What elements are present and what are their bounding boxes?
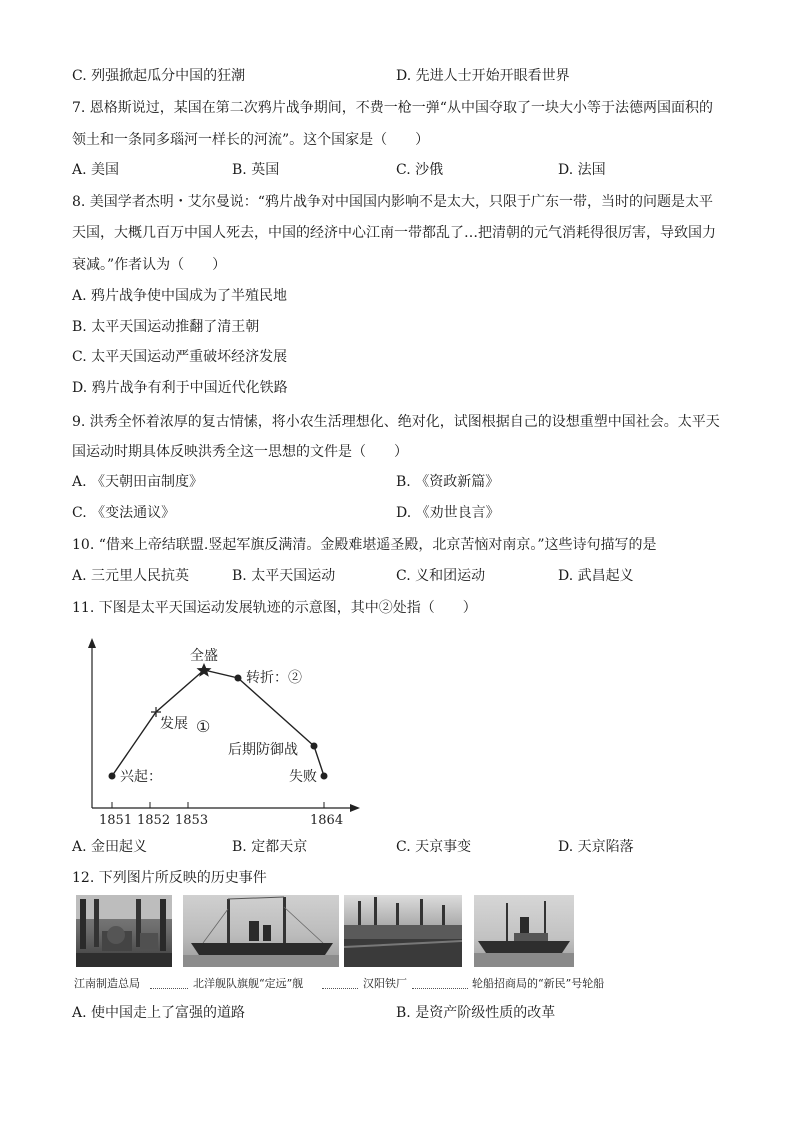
year-1851: 1851 xyxy=(99,813,133,828)
year-1864: 1864 xyxy=(310,813,344,828)
q10-option-b: B. 太平天国运动 xyxy=(232,568,336,584)
caption-dingyuan: 北洋舰队旗舰“定远”舰 xyxy=(193,977,304,990)
q12-option-b: B. 是资产阶级性质的改革 xyxy=(396,1005,556,1021)
rise-point xyxy=(109,773,116,780)
q7-option-a: A. 美国 xyxy=(72,162,120,178)
photo-xinmin-steamship xyxy=(474,895,574,967)
q8-option-b: B. 太平天国运动推翻了清王朝 xyxy=(72,319,260,335)
q10-option-d: D. 武昌起义 xyxy=(558,568,634,584)
q11-option-a: A. 金田起义 xyxy=(72,839,148,855)
q9-stem-line1: 9. 洪秀全怀着浓厚的复古情愫，将小农生活理想化、绝对化，试图根据自己的设想重塑中国社会。太平天 xyxy=(72,414,720,430)
label-rise: 兴起： xyxy=(120,769,162,785)
q10-stem-line1: 10. “借来上帝结联盟.竖起军旗反满清。金殿难堪遥圣殿，北京苦恼对南京。”这些诗句描写的是 xyxy=(72,537,657,553)
label-circle-1: ① xyxy=(196,717,211,736)
q12-stem-line1: 12. 下列图片所反映的历史事件 xyxy=(72,870,267,886)
fail-point xyxy=(321,773,328,780)
y-axis-arrow-icon xyxy=(88,638,96,648)
q9-option-c: C. 《变法通议》 xyxy=(72,505,176,521)
q11-stem-line1: 11. 下图是太平天国运动发展轨迹的示意图，其中②处指（ ） xyxy=(72,600,477,616)
q11-option-b: B. 定都天京 xyxy=(232,839,308,855)
q6-option-c: C. 列强掀起瓜分中国的狂潮 xyxy=(72,68,246,84)
q8-option-a: A. 鸦片战争使中国成为了半殖民地 xyxy=(72,288,288,304)
q8-stem-line2: 天国，大概几百万中国人死去，中国的经济中心江南一带都乱了…把清朝的元气消耗得很厉害，导致国力 xyxy=(72,225,716,241)
caption-jiangnan-arsenal: 江南制造总局 xyxy=(74,977,140,990)
late-point xyxy=(311,743,318,750)
taiping-trajectory-diagram xyxy=(72,628,372,828)
year-1852: 1852 xyxy=(137,813,171,828)
q9-option-b: B. 《资政新篇》 xyxy=(396,474,500,490)
caption-divider xyxy=(412,988,468,989)
photo-jiangnan-arsenal xyxy=(76,895,172,967)
q9-stem-line2: 国运动时期具体反映洪秀全这一思想的文件是（ ） xyxy=(72,444,408,460)
q10-option-c: C. 义和团运动 xyxy=(396,568,486,584)
q8-stem-line3: 衰减。”作者认为（ ） xyxy=(72,257,227,273)
label-peak: 全盛 xyxy=(190,648,218,664)
q6-option-d: D. 先进人士开始开眼看世界 xyxy=(396,68,570,84)
label-late-defense: 后期防御战 xyxy=(228,742,298,758)
q8-option-d: D. 鸦片战争有利于中国近代化铁路 xyxy=(72,380,288,396)
q11-option-c: C. 天京事变 xyxy=(396,839,472,855)
turn-point xyxy=(235,675,242,682)
label-turn: 转折：② xyxy=(246,670,302,686)
caption-hanyang: 汉阳铁厂 xyxy=(363,977,407,990)
q7-option-d: D. 法国 xyxy=(558,162,606,178)
q7-stem-line2: 领土和一条同多瑙河一样长的河流”。这个国家是（ ） xyxy=(72,132,430,148)
caption-divider xyxy=(150,988,188,989)
caption-xinmin: 轮船招商局的“新民”号轮船 xyxy=(472,977,605,990)
q8-stem-line1: 8. 美国学者杰明・艾尔曼说：“鸦片战争对中国国内影响不是太大，只限于广东一带，当时的问题是太平 xyxy=(72,194,713,210)
q10-option-a: A. 三元里人民抗英 xyxy=(72,568,190,584)
q8-option-c: C. 太平天国运动严重破坏经济发展 xyxy=(72,349,288,365)
q7-option-b: B. 英国 xyxy=(232,162,280,178)
q7-stem-line1: 7. 恩格斯说过，某国在第二次鸦片战争期间，不费一枪一弹“从中国夺取了一块大小等于法德两国面积的 xyxy=(72,100,713,116)
q9-option-d: D. 《劝世良言》 xyxy=(396,505,500,521)
label-fail: 失败 xyxy=(289,769,317,785)
caption-divider xyxy=(322,988,358,989)
q7-option-c: C. 沙俄 xyxy=(396,162,444,178)
year-1853: 1853 xyxy=(175,813,209,828)
label-develop: 发展 xyxy=(160,716,188,732)
q12-option-a: A. 使中国走上了富强的道路 xyxy=(72,1005,246,1021)
x-axis-arrow-icon xyxy=(350,804,360,812)
q11-option-d: D. 天京陷落 xyxy=(558,839,634,855)
photo-dingyuan-battleship xyxy=(183,895,339,967)
q9-option-a: A. 《天朝田亩制度》 xyxy=(72,474,204,490)
photo-hanyang-ironworks xyxy=(344,895,462,967)
